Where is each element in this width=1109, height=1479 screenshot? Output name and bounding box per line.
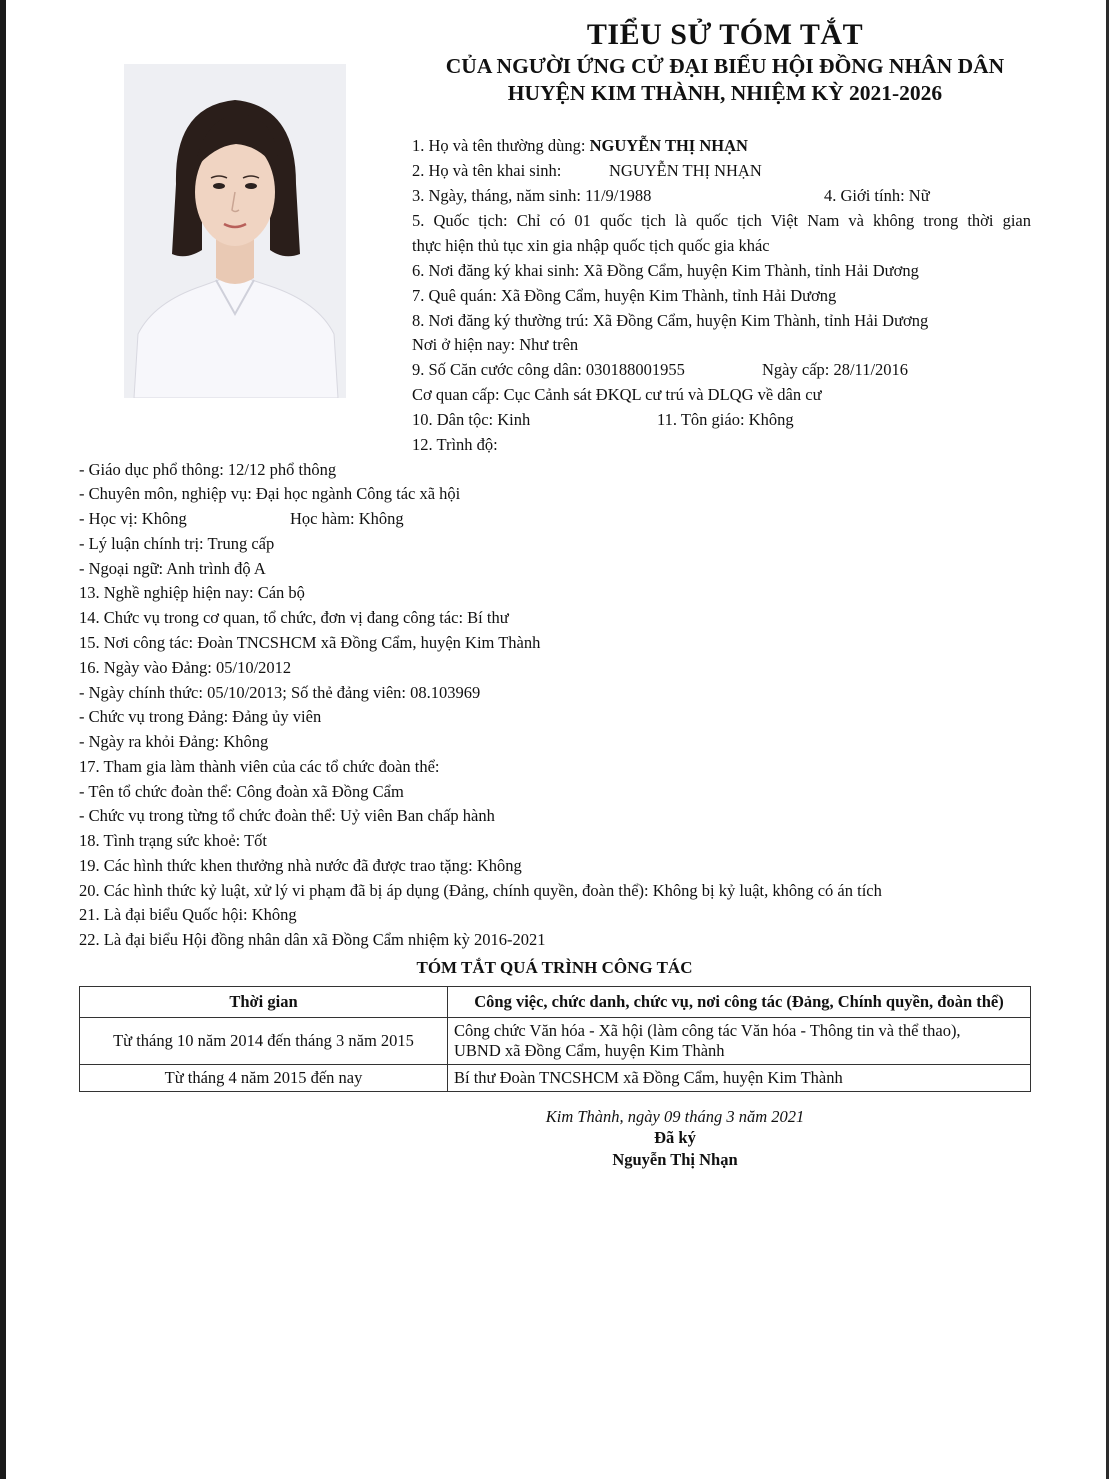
birth-name-value: NGUYỄN THỊ NHẠN [609, 161, 762, 180]
organization-position: - Chức vụ trong từng tổ chức đoàn thể: Uỷ viên Ban chấp hành [79, 806, 495, 825]
specialization: - Chuyên môn, nghiệp vụ: Đại học ngành Công tác xã hội [79, 484, 461, 503]
national-assembly-delegate: 21. Là đại biểu Quốc hội: Không [79, 905, 297, 924]
academic-title: Học hàm: Không [290, 509, 404, 528]
job-line: UBND xã Đồng Cẩm, huyện Kim Thành [454, 1041, 725, 1060]
hometown: 7. Quê quán: Xã Đồng Cẩm, huyện Kim Thành, tỉnh Hải Dương [412, 286, 837, 305]
awards: 19. Các hình thức khen thưởng nhà nước đã được trao tặng: Không [79, 856, 522, 875]
left-scan-edge [0, 0, 6, 1479]
work-history-table [79, 986, 1031, 1092]
signed-note: Đã ký [654, 1128, 696, 1147]
workplace: 15. Nơi công tác: Đoàn TNCSHCM xã Đồng Cẩm, huyện Kim Thành [79, 633, 541, 652]
period-cell: Từ tháng 4 năm 2015 đến nay [80, 1065, 448, 1092]
signer-name: Nguyễn Thị Nhạn [612, 1150, 738, 1169]
disciplinary-record: 20. Các hình thức kỷ luật, xử lý vi phạm đã bị áp dụng (Đảng, chính quyền, đoàn thể): Không bị kỷ luật, không có án tích [79, 881, 882, 900]
job-cell [448, 1018, 1031, 1065]
full-name-label: 1. Họ và tên thường dùng: [412, 136, 586, 155]
table-row [80, 1065, 1031, 1092]
religion: 11. Tôn giáo: Không [657, 410, 794, 429]
nationality-line-1: 5. Quốc tịch: Chỉ có 01 quốc tịch là quốc tịch Việt Nam và không trong thời gian [412, 211, 1031, 230]
column-header-job: Công việc, chức danh, chức vụ, nơi công tác (Đảng, Chính quyền, đoàn thể) [448, 987, 1031, 1018]
general-education: - Giáo dục phổ thông: 12/12 phổ thông [79, 460, 337, 479]
document-title: TIỂU SỬ TÓM TẮT [586, 18, 864, 51]
council-delegate: 22. Là đại biểu Hội đồng nhân dân xã Đồng Cẩm nhiệm kỳ 2016-2021 [79, 930, 546, 949]
ethnicity: 10. Dân tộc: Kinh [412, 410, 531, 429]
current-position: 14. Chức vụ trong cơ quan, tổ chức, đơn vị đang công tác: Bí thư [79, 608, 509, 627]
date-of-birth: 3. Ngày, tháng, năm sinh: 11/9/1988 [412, 186, 652, 205]
column-header-time: Thời gian [80, 987, 448, 1018]
foreign-language: - Ngoại ngữ: Anh trình độ A [79, 559, 266, 578]
party-position: - Chức vụ trong Đảng: Đảng ủy viên [79, 707, 322, 726]
job-cell: Bí thư Đoàn TNCSHCM xã Đồng Cẩm, huyện Kim Thành [448, 1065, 1031, 1092]
party-leave-date: - Ngày ra khỏi Đảng: Không [79, 732, 269, 751]
current-occupation: 13. Nghề nghiệp hiện nay: Cán bộ [79, 583, 305, 602]
period-cell: Từ tháng 10 năm 2014 đến tháng 3 năm 2015 [80, 1018, 448, 1065]
gender: 4. Giới tính: Nữ [824, 186, 930, 205]
portrait-photo [124, 64, 346, 398]
document-subtitle-term: HUYỆN KIM THÀNH, NHIỆM KỲ 2021-2026 [507, 81, 943, 105]
education-heading: 12. Trình độ: [412, 435, 498, 454]
current-residence: Nơi ở hiện nay: Như trên [412, 335, 579, 354]
academic-degree: - Học vị: Không [79, 509, 187, 528]
birth-registration-place: 6. Nơi đăng ký khai sinh: Xã Đồng Cẩm, huyện Kim Thành, tỉnh Hải Dương [412, 261, 919, 280]
permanent-residence: 8. Nơi đăng ký thường trú: Xã Đồng Cẩm, huyện Kim Thành, tỉnh Hải Dương [412, 311, 929, 330]
political-theory: - Lý luận chính trị: Trung cấp [79, 534, 275, 553]
full-name-line [412, 136, 748, 156]
organization-name: - Tên tổ chức đoàn thể: Công đoàn xã Đồng Cẩm [79, 782, 404, 801]
party-join-date: 16. Ngày vào Đảng: 05/10/2012 [79, 658, 292, 677]
nationality-line-2: thực hiện thủ tục xin gia nhập quốc tịch quốc gia khác [412, 236, 770, 255]
table-header-row [80, 987, 1031, 1018]
health-status: 18. Tình trạng sức khoẻ: Tốt [79, 831, 267, 850]
id-issue-date: Ngày cấp: 28/11/2016 [762, 360, 909, 379]
job-line: Công chức Văn hóa - Xã hội (làm công tác Văn hóa - Thông tin và thể thao), [454, 1021, 961, 1040]
work-history-title: TÓM TẮT QUÁ TRÌNH CÔNG TÁC [416, 958, 693, 977]
organizations-heading: 17. Tham gia làm thành viên của các tổ chức đoàn thể: [79, 757, 440, 776]
full-name-value: NGUYỄN THỊ NHẠN [589, 136, 748, 155]
citizen-id: 9. Số Căn cước công dân: 030188001955 [412, 360, 685, 379]
id-issuing-agency: Cơ quan cấp: Cục Cảnh sát ĐKQL cư trú và DLQG về dân cư [412, 385, 822, 404]
party-official-date: - Ngày chính thức: 05/10/2013; Số thẻ đảng viên: 08.103969 [79, 683, 481, 702]
place-and-date: Kim Thành, ngày 09 tháng 3 năm 2021 [545, 1107, 805, 1126]
birth-name-label: 2. Họ và tên khai sinh: [412, 161, 562, 180]
table-row [80, 1018, 1031, 1065]
document-subtitle: CỦA NGƯỜI ỨNG CỬ ĐẠI BIỂU HỘI ĐỒNG NHÂN DÂN [445, 54, 1005, 78]
